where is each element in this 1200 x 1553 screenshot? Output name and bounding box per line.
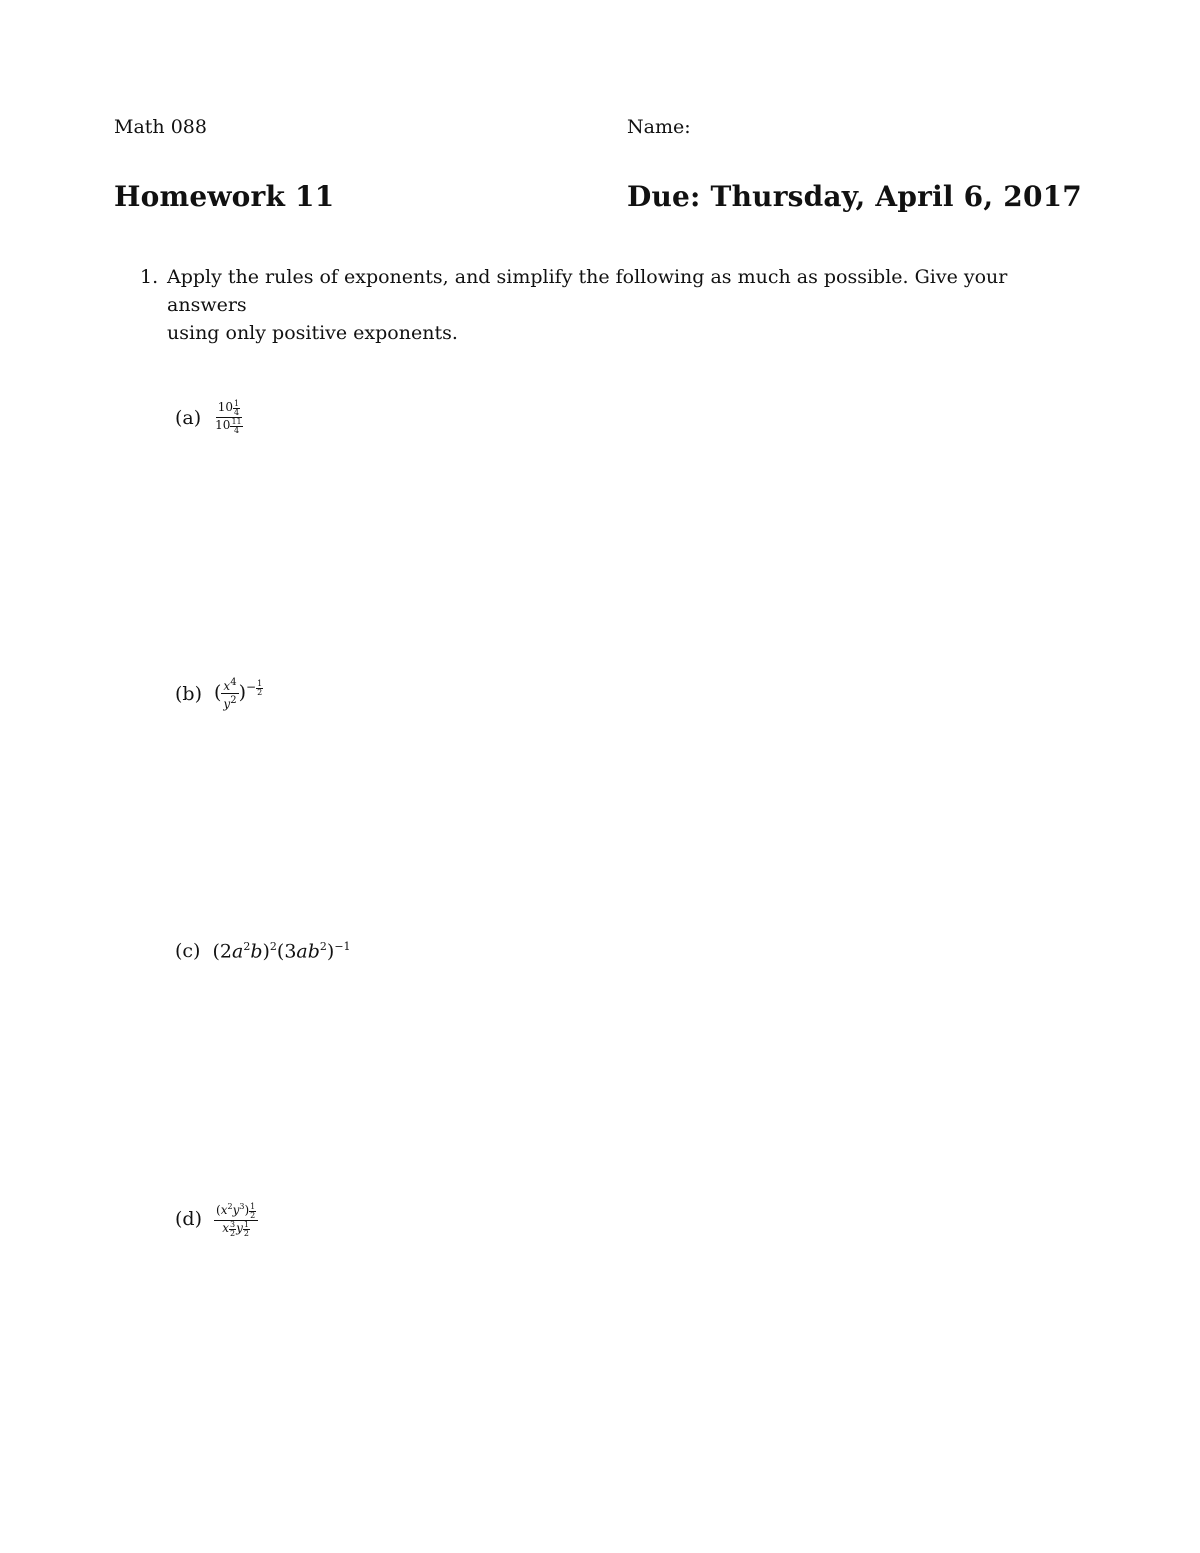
- part-a-expression: 10 $\frac{1}{4}$ 10 $\frac{11}{4}$: [215, 399, 242, 435]
- part-b: [175, 676, 263, 711]
- problem-number: 1.: [140, 266, 159, 288]
- part-c-label: (c): [175, 940, 201, 963]
- part-c: [175, 940, 351, 962]
- name-label: Name:: [627, 116, 691, 138]
- part-b-expression: ( $\frac{x^4}{y^2}$ )$^{- \frac{1}{2}}$: [214, 677, 263, 711]
- problem-text-line1: Apply the rules of exponents, and simplify the following as much as possible. Give your answers: [167, 266, 1008, 316]
- problem-text-line2: using only positive exponents.: [167, 322, 458, 344]
- part-d: [175, 1200, 258, 1238]
- part-d-label: (d): [175, 1208, 202, 1230]
- homework-title: Homework 11: [114, 180, 335, 213]
- part-b-label: (b): [175, 682, 202, 705]
- course-label: Math 088: [114, 116, 207, 138]
- problem-text: [167, 263, 1087, 347]
- part-a: [175, 400, 245, 435]
- due-date: Due: Thursday, April 6, 2017: [627, 180, 1082, 213]
- part-d-expression: $(x^2y^3)$ $\frac{1}{2}$ x $\frac{3}{2}$ y $\frac{1}{2}$: [214, 1200, 258, 1238]
- part-a-label: (a): [175, 406, 202, 429]
- part-c-expression: $(2a^2b)^2(3ab^2)^{-1}$: [212, 940, 351, 963]
